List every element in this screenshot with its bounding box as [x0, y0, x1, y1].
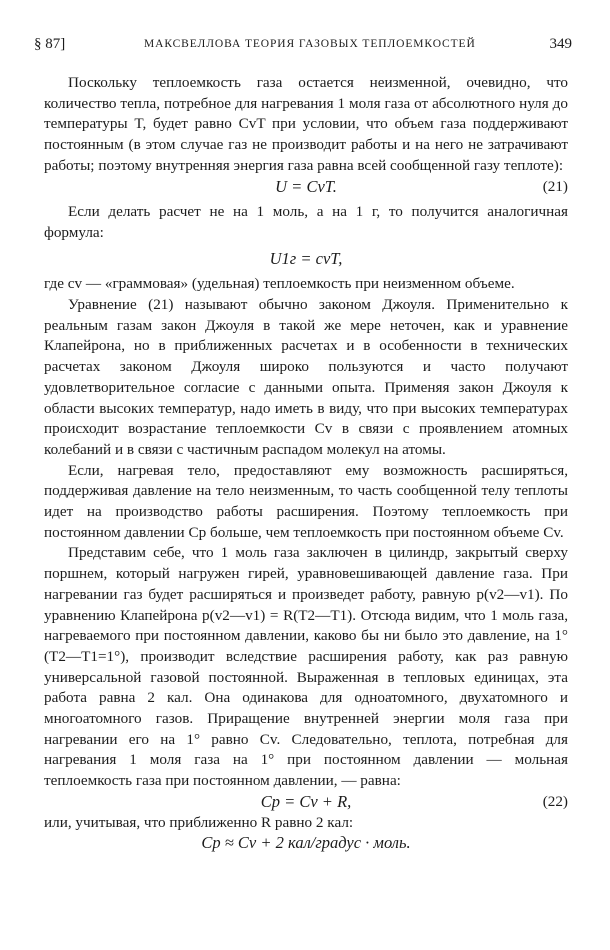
equation-21 — [44, 177, 568, 198]
paragraph-intro: Поскольку теплоемкость газа остается неизменной, очевидно, что количество тепла, потребное для нагревания 1 моля газа от абсолютного нуля до температуры T, будет равно CvT при условии, что объем газа поддерживают постоянным (в этом случае газ не производит работы и на него не затрачивают работы; поэтому внутренняя энергия газа равна всей сообщенной газу теплоте): — [44, 74, 568, 174]
paragraph-per-gram: Если делать расчет не на 1 моль, а на 1 г, то получится аналогичная формула: — [44, 203, 568, 241]
equation-22-formula: Cp = Cv + R, — [260, 791, 352, 811]
paragraph-expansion: Если, нагревая тело, предоставляют ему возможность расширяться, поддерживая давление на тело неизменным, то часть сообщенной телу теплоты идет на производство работы расширения. Поэтому теплоемкость при постоянном давлении Cp больше, чем теплоемкость при постоянном объеме Cv. — [44, 461, 568, 541]
paragraph-cylinder: Представим себе, что 1 моль газа заключен в цилиндр, закрытый сверху поршнем, который нагружен гирей, уравновешивающей давление газа. При нагревании газ будет расширяться и произведет работу, равную p(v2—v1). По уравнению Клапейрона p(v2—v1) = R(T2—T1). Отсюда видим, что 1 моль газа, нагреваемого при постоянном давлении, каково бы ни было это давление, на 1° (T2—T1=1°), производит вследствие расширения работу, как раз равную универсальной газовой постоянной. Выраженная в тепловых единицах, эта работа равна 2 кал. Она одинакова для одноатомного, двухатомного и многоатомного газов. Приращение внутренней энергии моля газа при нагревании его на 1° равно Cv. Следовательно, теплота, потребная для нагревания 1 моля газа на 1° при постоянном давлении — мольная теплоемкость газа при постоянном давлении, — равна: — [44, 544, 569, 790]
equation-gram-formula: U1г = cvT, — [269, 248, 343, 268]
equation-approx-formula: Cp ≈ Cv + 2 кал/градус · моль. — [201, 833, 411, 853]
paragraph-approx: или, учитывая, что приближенно R равно 2 кал: — [44, 813, 354, 831]
paragraph-specific-heat: где cv — «граммовая» (удельная) теплоемкость при неизменном объеме. — [44, 275, 515, 293]
page-number: 349 — [549, 36, 572, 52]
equation-22-number: (22) — [542, 792, 568, 810]
paragraph-joule-law: Уравнение (21) называют обычно законом Джоуля. Применительно к реальным газам закон Джоуля в такой же мере неточен, как и уравнение Клапейрона, но в приближенных расчетах и в особенности в технических расчетах законом Джоуля широко пользуются и часто получают удовлетворительное согласие с данными опыта. Применяя закон Джоуля к области высоких температур, надо иметь в виду, что при высоких температурах происходит возрастание теплоемкости Cv в связи с проявлением атомных колебаний и в связи с частичным распадом молекул на атомы. — [44, 296, 568, 458]
equation-21-number: (21) — [542, 177, 568, 195]
equation-21-formula: U = CvT. — [275, 176, 337, 196]
page-body — [44, 73, 568, 854]
running-title: МАКСВЕЛЛОВА ТЕОРИЯ ГАЗОВЫХ ТЕПЛОЕМКОСТЕЙ — [144, 38, 476, 50]
section-marker: § 87] — [34, 36, 66, 52]
page-header — [34, 36, 572, 58]
equation-approx — [44, 833, 568, 854]
equation-22 — [44, 792, 568, 813]
equation-gram — [44, 249, 568, 270]
